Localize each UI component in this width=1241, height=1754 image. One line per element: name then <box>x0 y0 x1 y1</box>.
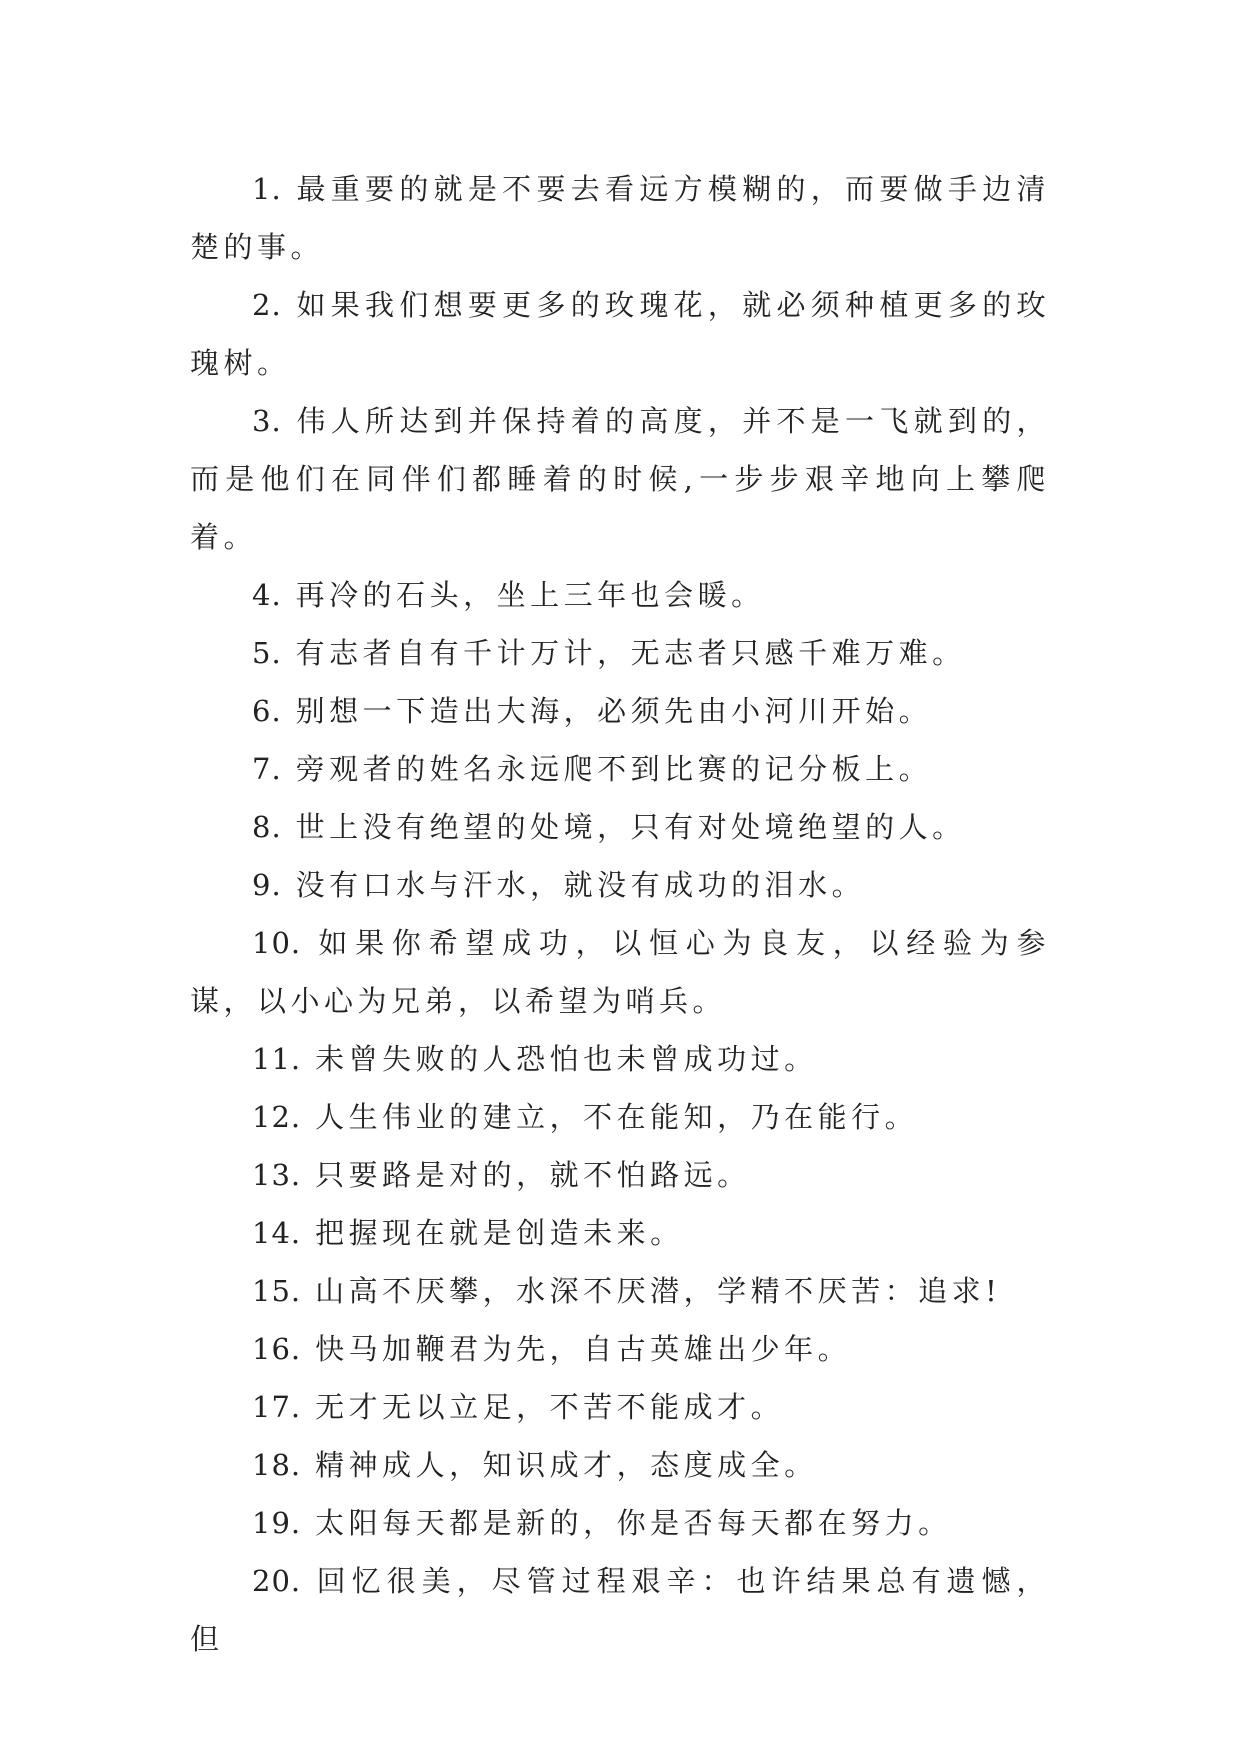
item-text: 如果我们想要更多的玫瑰花，就必须种植更多的玫瑰树。 <box>190 288 1050 380</box>
list-item <box>190 1088 1050 1146</box>
item-number: 13. <box>252 1158 302 1192</box>
item-text: 最重要的就是不要去看远方模糊的，而要做手边清楚的事。 <box>190 172 1050 264</box>
item-number: 1. <box>252 172 282 206</box>
item-number: 3. <box>252 404 282 438</box>
list-item <box>190 1494 1050 1552</box>
list-item <box>190 682 1050 740</box>
list-item <box>190 392 1050 566</box>
item-text: 别想一下造出大海，必须先由小河川开始。 <box>295 694 933 728</box>
item-text: 太阳每天都是新的，你是否每天都在努力。 <box>315 1506 952 1540</box>
item-number: 12. <box>252 1100 302 1134</box>
item-number: 2. <box>252 288 282 322</box>
list-item <box>190 1552 1050 1668</box>
item-number: 10. <box>252 926 302 960</box>
item-number: 4. <box>252 578 282 612</box>
list-item <box>190 1146 1050 1204</box>
item-number: 15. <box>252 1274 302 1308</box>
list-item <box>190 1204 1050 1262</box>
list-item <box>190 624 1050 682</box>
list-item <box>190 1320 1050 1378</box>
item-number: 19. <box>252 1506 302 1540</box>
item-text: 无才无以立足，不苦不能成才。 <box>315 1390 785 1424</box>
item-text: 有志者自有千计万计，无志者只感千难万难。 <box>295 636 966 670</box>
list-item <box>190 856 1050 914</box>
item-text: 世上没有绝望的处境，只有对处境绝望的人。 <box>295 810 966 844</box>
item-text: 再冷的石头，坐上三年也会暖。 <box>295 578 765 612</box>
item-number: 16. <box>252 1332 302 1366</box>
item-text: 人生伟业的建立，不在能知，乃在能行。 <box>315 1100 919 1134</box>
item-text: 山高不厌攀，水深不厌潜，学精不厌苦：追求! <box>315 1274 1002 1308</box>
item-number: 7. <box>252 752 282 786</box>
item-number: 20. <box>252 1564 302 1598</box>
item-number: 11. <box>252 1042 302 1076</box>
list-item <box>190 1030 1050 1088</box>
item-number: 5. <box>252 636 282 670</box>
item-text: 只要路是对的，就不怕路远。 <box>315 1158 751 1192</box>
item-text: 未曾失败的人恐怕也未曾成功过。 <box>315 1042 818 1076</box>
list-item <box>190 160 1050 276</box>
item-number: 14. <box>252 1216 302 1250</box>
item-number: 8. <box>252 810 282 844</box>
list-item <box>190 798 1050 856</box>
item-text: 如果你希望成功，以恒心为良友，以经验为参谋，以小心为兄弟，以希望为哨兵。 <box>190 926 1050 1018</box>
list-item <box>190 1378 1050 1436</box>
list-item <box>190 566 1050 624</box>
item-text: 快马加鞭君为先，自古英雄出少年。 <box>315 1332 852 1366</box>
list-item <box>190 740 1050 798</box>
list-item <box>190 1436 1050 1494</box>
item-number: 9. <box>252 868 282 902</box>
list-item <box>190 914 1050 1030</box>
item-text: 精神成人，知识成才，态度成全。 <box>315 1448 818 1482</box>
item-number: 18. <box>252 1448 302 1482</box>
item-text: 伟人所达到并保持着的高度，并不是一飞就到的，而是他们在同伴们都睡着的时候,一步步艰辛地向上攀爬着。 <box>190 404 1050 554</box>
document-body <box>190 160 1050 1668</box>
list-item <box>190 1262 1050 1320</box>
item-number: 6. <box>252 694 282 728</box>
item-number: 17. <box>252 1390 302 1424</box>
item-text: 旁观者的姓名永远爬不到比赛的记分板上。 <box>295 752 933 786</box>
item-text: 没有口水与汗水，就没有成功的泪水。 <box>295 868 866 902</box>
list-item <box>190 276 1050 392</box>
item-text: 把握现在就是创造未来。 <box>315 1216 684 1250</box>
item-text: 回忆很美，尽管过程艰辛：也许结果总有遗憾，但 <box>190 1564 1050 1656</box>
